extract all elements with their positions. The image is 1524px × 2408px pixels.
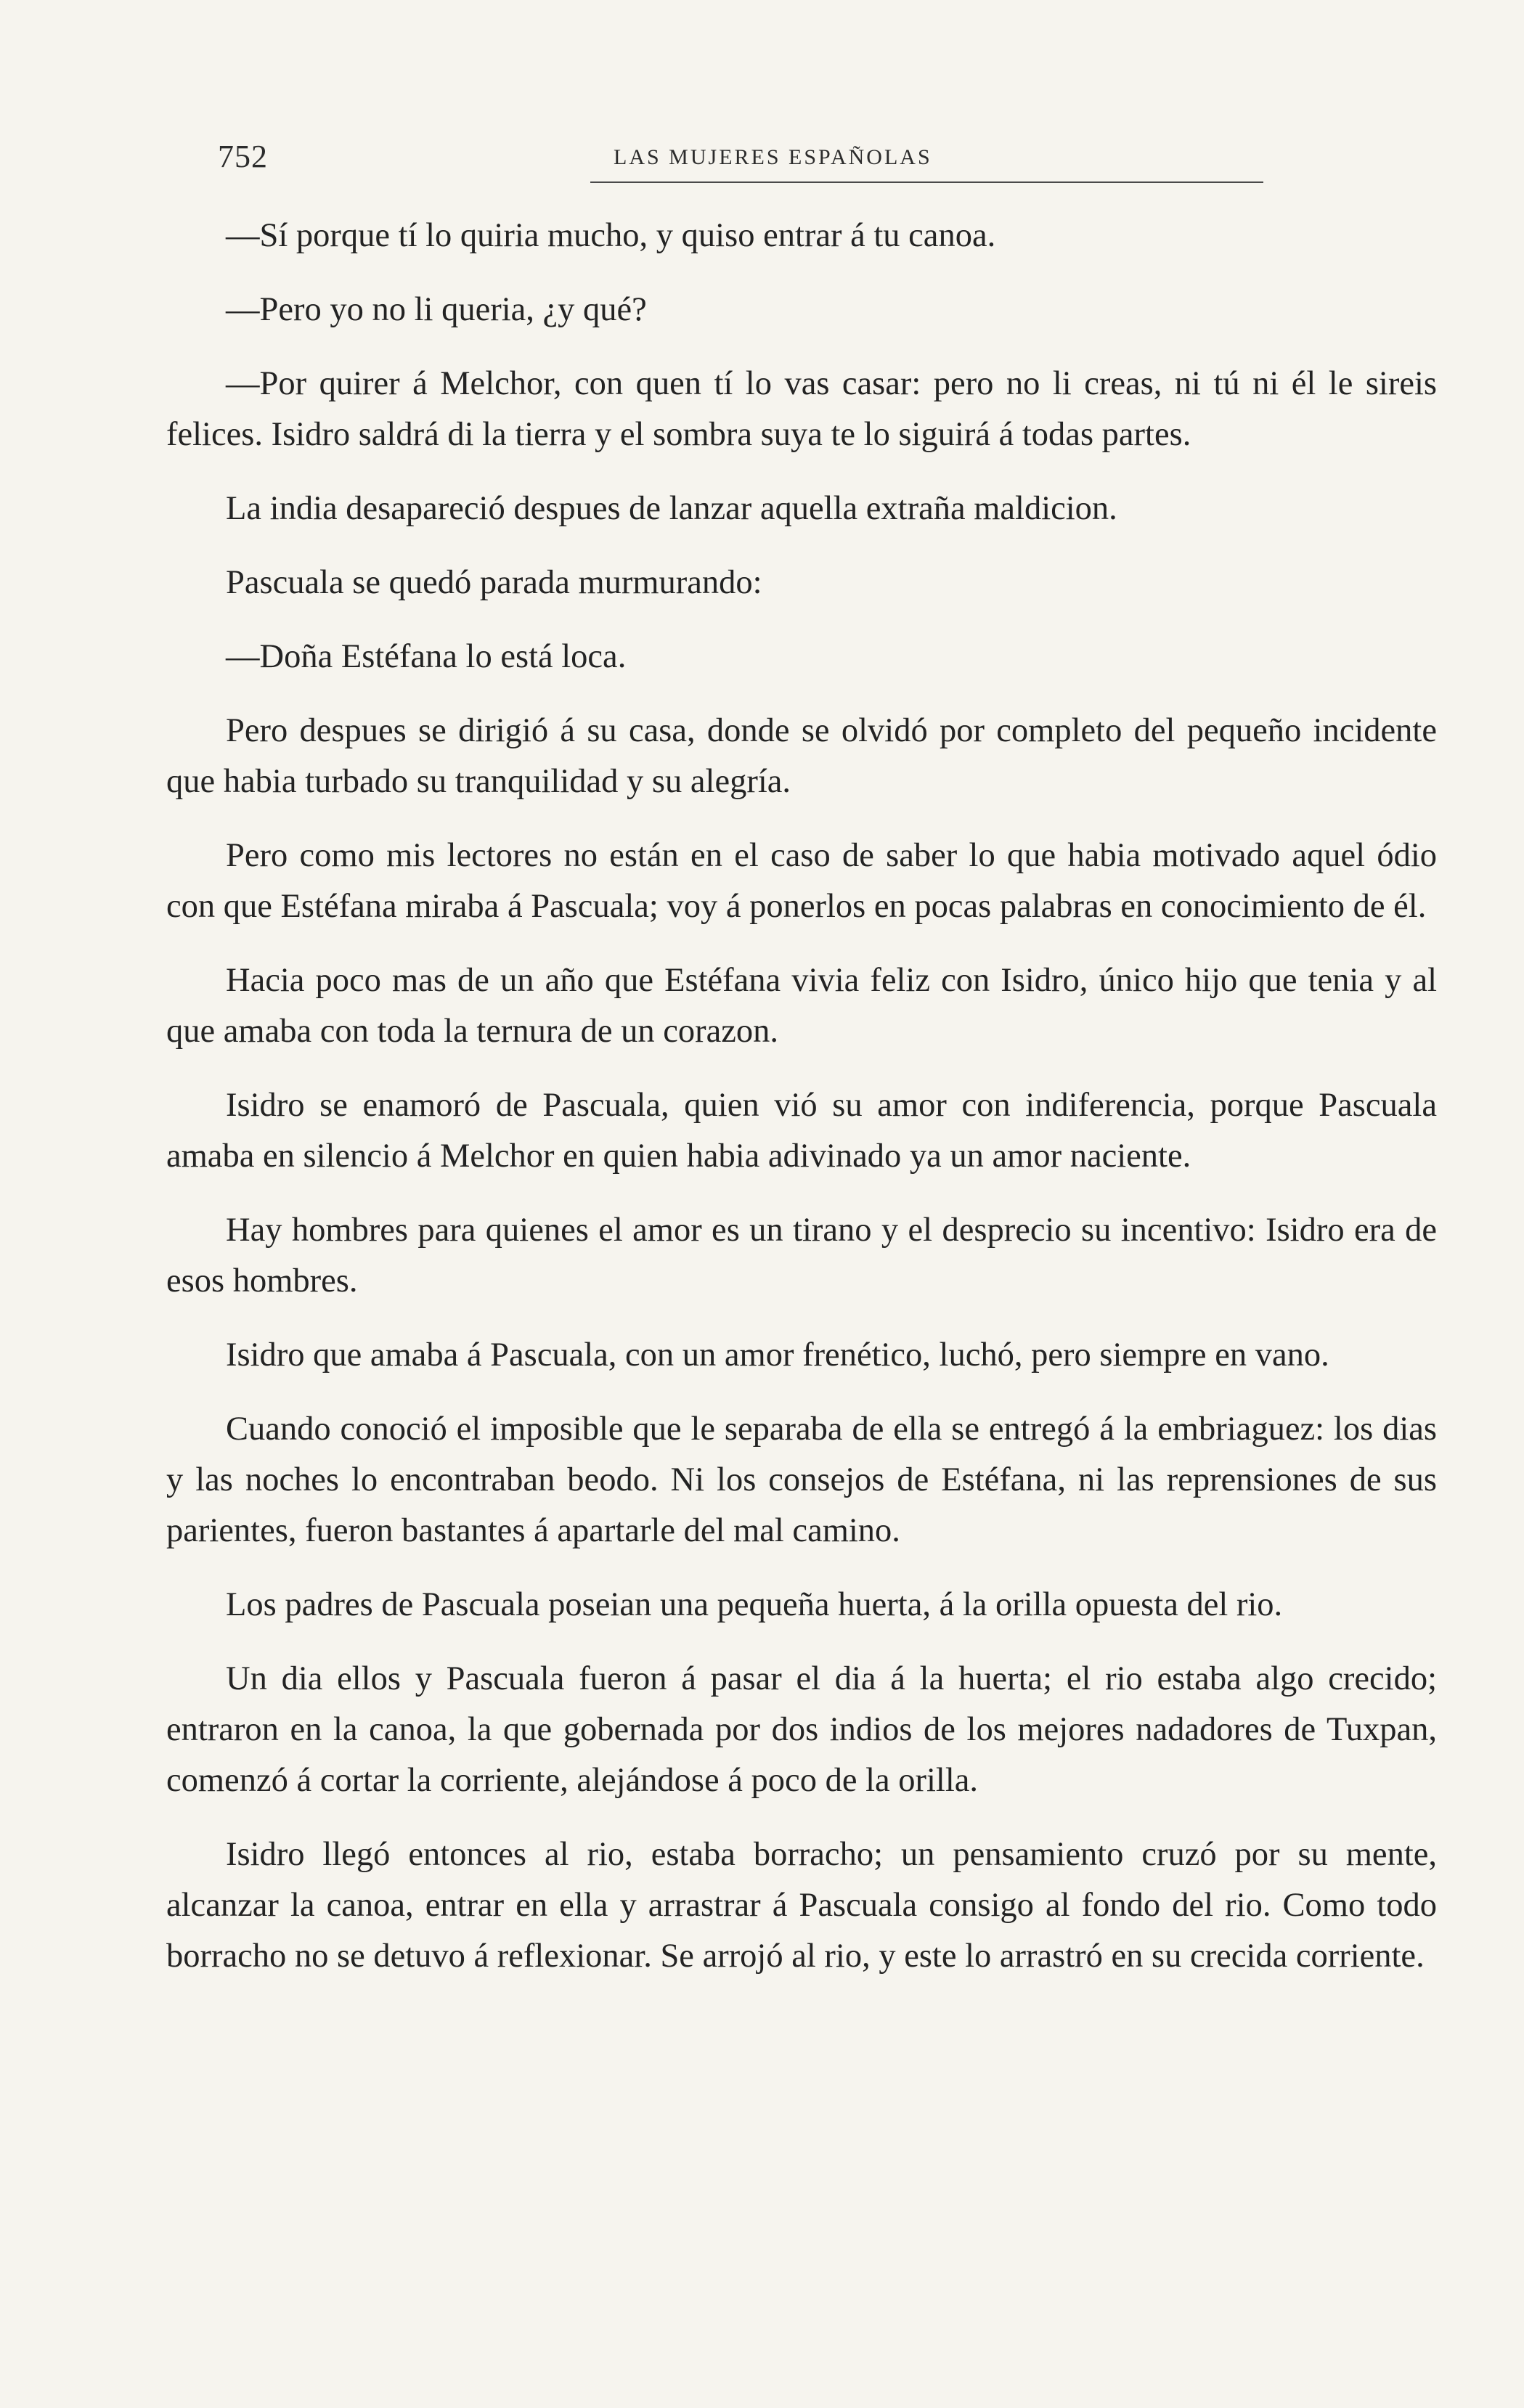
header-rule bbox=[590, 181, 1263, 183]
paragraph: La india desapareció despues de lanzar aquella extraña maldicion. bbox=[226, 490, 1117, 527]
paragraph: Cuando conoció el imposible que le separaba de ella se entregó á la embriaguez: los dias y las noches lo encontraban beodo. Ni los consejos de Estéfana, ni las reprensiones de sus parientes, fueron bastantes á apartarle del mal camino. bbox=[166, 1411, 1437, 1549]
page-header bbox=[218, 138, 1452, 189]
paragraph: Los padres de Pascuala poseian una pequeña huerta, á la orilla opuesta del rio. bbox=[226, 1586, 1283, 1623]
paragraph: —Sí porque tí lo quiria mucho, y quiso entrar á tu canoa. bbox=[226, 217, 996, 254]
paragraph: Pascuala se quedó parada murmurando: bbox=[226, 564, 762, 601]
paragraph: Hacia poco mas de un año que Estéfana vivia feliz con Isidro, único hijo que tenia y al que amaba con toda la ternura de un corazon. bbox=[166, 962, 1437, 1050]
paragraph: —Por quirer á Melchor, con quen tí lo vas casar: pero no li creas, ni tú ni él le sireis felices. Isidro saldrá di la tierra y el sombra suya te lo siguirá á todas partes. bbox=[166, 365, 1437, 453]
paragraph: Pero despues se dirigió á su casa, donde se olvidó por completo del pequeño incidente que habia turbado su tranquilidad y su alegría. bbox=[166, 712, 1437, 800]
body-text bbox=[166, 211, 1437, 2005]
paragraph: —Pero yo no li queria, ¿y qué? bbox=[226, 291, 647, 328]
paragraph: Isidro se enamoró de Pascuala, quien vió su amor con indiferencia, porque Pascuala amaba en silencio á Melchor en quien habia adivinado ya un amor naciente. bbox=[166, 1087, 1437, 1175]
paragraph: —Doña Estéfana lo está loca. bbox=[226, 638, 627, 675]
page-number: 752 bbox=[218, 139, 268, 174]
paragraph: Un dia ellos y Pascuala fueron á pasar el dia á la huerta; el rio estaba algo crecido; entraron en la canoa, la que gobernada por dos indios de los mejores nadadores de Tuxpan, comenzó á cortar la corriente, alejándose á poco de la orilla. bbox=[166, 1660, 1437, 1799]
paragraph: Pero como mis lectores no están en el caso de saber lo que habia motivado aquel ódio con que Estéfana miraba á Pascuala; voy á ponerlos en pocas palabras en conocimiento de él. bbox=[166, 837, 1437, 925]
paragraph: Hay hombres para quienes el amor es un tirano y el desprecio su incentivo: Isidro era de esos hombres. bbox=[166, 1212, 1437, 1299]
paragraph: Isidro que amaba á Pascuala, con un amor frenético, luchó, pero siempre en vano. bbox=[226, 1336, 1329, 1374]
paragraph: Isidro llegó entonces al rio, estaba borracho; un pensamiento cruzó por su mente, alcanzar la canoa, entrar en ella y arrastrar á Pascuala consigo al fondo del rio. Como todo borracho no se detuvo á reflexionar. Se arrojó al rio, y este lo arrastró en su crecida corriente. bbox=[166, 1836, 1437, 1975]
running-title: LAS MUJERES ESPAÑOLAS bbox=[614, 145, 932, 169]
